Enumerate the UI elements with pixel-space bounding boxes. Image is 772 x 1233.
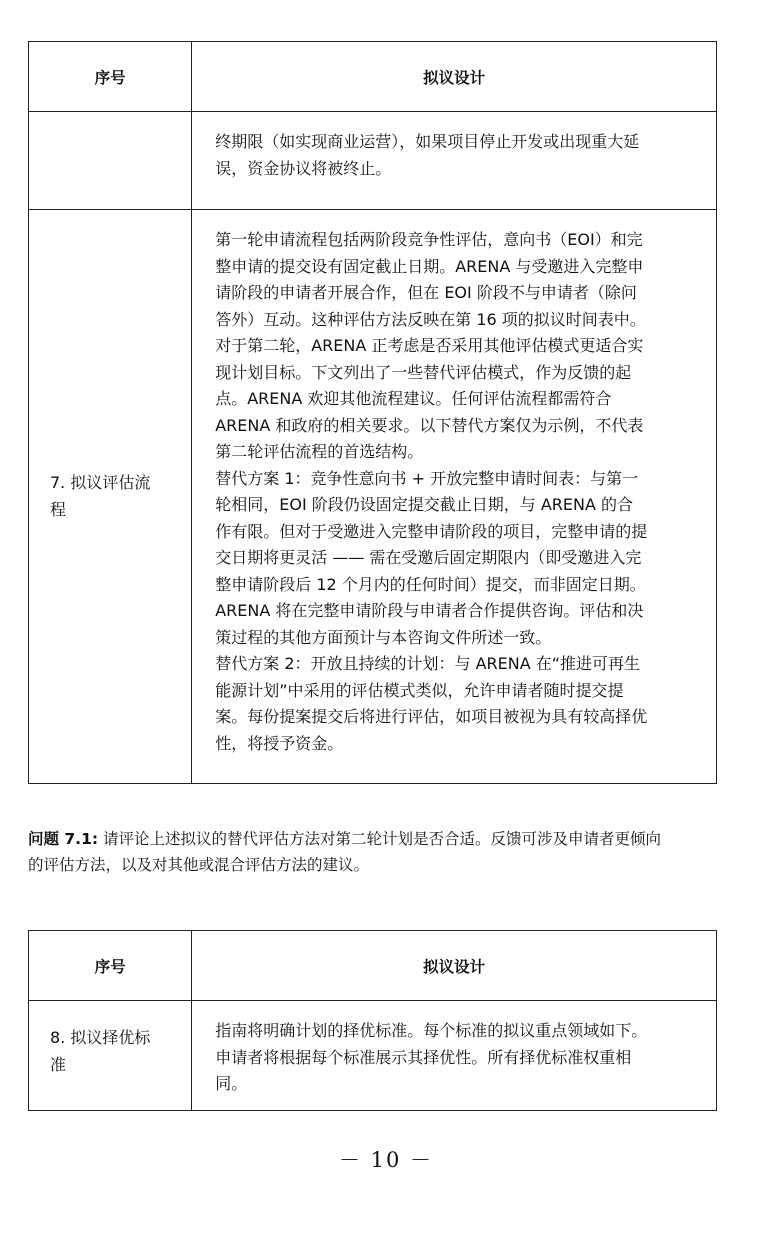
row7-label: 7. 拟议评估流 程: [50, 473, 151, 519]
page-number: － 10 －: [338, 1148, 434, 1172]
design-table-2: [28, 930, 717, 1111]
table-row-8: [29, 1001, 717, 1111]
table-header-row: [29, 42, 717, 112]
design-table-1: [28, 41, 717, 784]
continuation-label-cell: [29, 112, 192, 210]
table-header-row: [29, 931, 717, 1001]
row7-text-cell: [192, 210, 717, 784]
row8-text: 指南将明确计划的择优标准。每个标准的拟议重点领域如下。 申请者将根据每个标准展示其择优性。所有择优标准权重相 同。: [215, 1021, 648, 1093]
header-proposed-design: 拟议设计: [192, 931, 717, 1001]
row7-text: 第一轮申请流程包括两阶段竞争性评估，意向书（EOI）和完 整申请的提交设有固定截止日期。ARENA 与受邀进入完整申 请阶段的申请者开展合作，但在 EOI 阶段不与申请者（除问 答外）互动。这种评估方法反映在第 16 项的拟议时间表中。 对于第二轮，ARENA 正考虑是否采用其他评估模式更适合实 现计划目标。下文列出了一些替代评估模式，作为反馈的起 点。ARENA 欢迎其他流程建议。任何评估流程都需符合 ARENA 和政府的相关要求。以下替代方案仅为示例，不代表 第二轮评估流程的首选结构。 替代方案 1：竞争性意向书 + 开放完整申请时间表：与第一 轮相同，EOI 阶段仍设固定提交截止日期，与 ARENA 的合 作有限。但对于受邀进入完整申请阶段的项目，完整申请的提 交日期将更灵活 —— 需在受邀后固定期限内（即受邀进入完 整申请阶段后 12 个月内的任何时间）提交，而非固定日期。 ARENA 将在完整申请阶段与申请者合作提供咨询。评估和决 策过程的其他方面预计与本咨询文件所述一致。 替代方案 2：开放且持续的计划：与 ARENA 在“推进可再生 能源计划”中采用的评估模式类似，允许申请者随时提交提 案。每份提案提交后将进行评估，如项目被视为具有较高择优 性，将授予资金。: [215, 230, 648, 753]
question-text: 请评论上述拟议的替代评估方法对第二轮计划是否合适。反馈可涉及申请者更倾向 的评估方法，以及对其他或混合评估方法的建议。: [28, 830, 661, 874]
continuation-text-cell: [192, 112, 717, 210]
row7-label-cell: [29, 210, 192, 784]
row8-label-cell: [29, 1001, 192, 1111]
table-row-7: [29, 210, 717, 784]
question-label: 问题 7.1:: [28, 830, 99, 848]
header-serial-number: 序号: [29, 931, 192, 1001]
row8-label: 8. 拟议择优标 准: [50, 1028, 151, 1074]
table-row-continuation: [29, 112, 717, 210]
header-proposed-design: 拟议设计: [192, 42, 717, 112]
row8-text-cell: [192, 1001, 717, 1111]
question-7-1: [28, 826, 750, 878]
continuation-text: 终期限（如实现商业运营），如果项目停止开发或出现重大延 误，资金协议将被终止。: [215, 132, 640, 178]
header-serial-number: 序号: [29, 42, 192, 112]
